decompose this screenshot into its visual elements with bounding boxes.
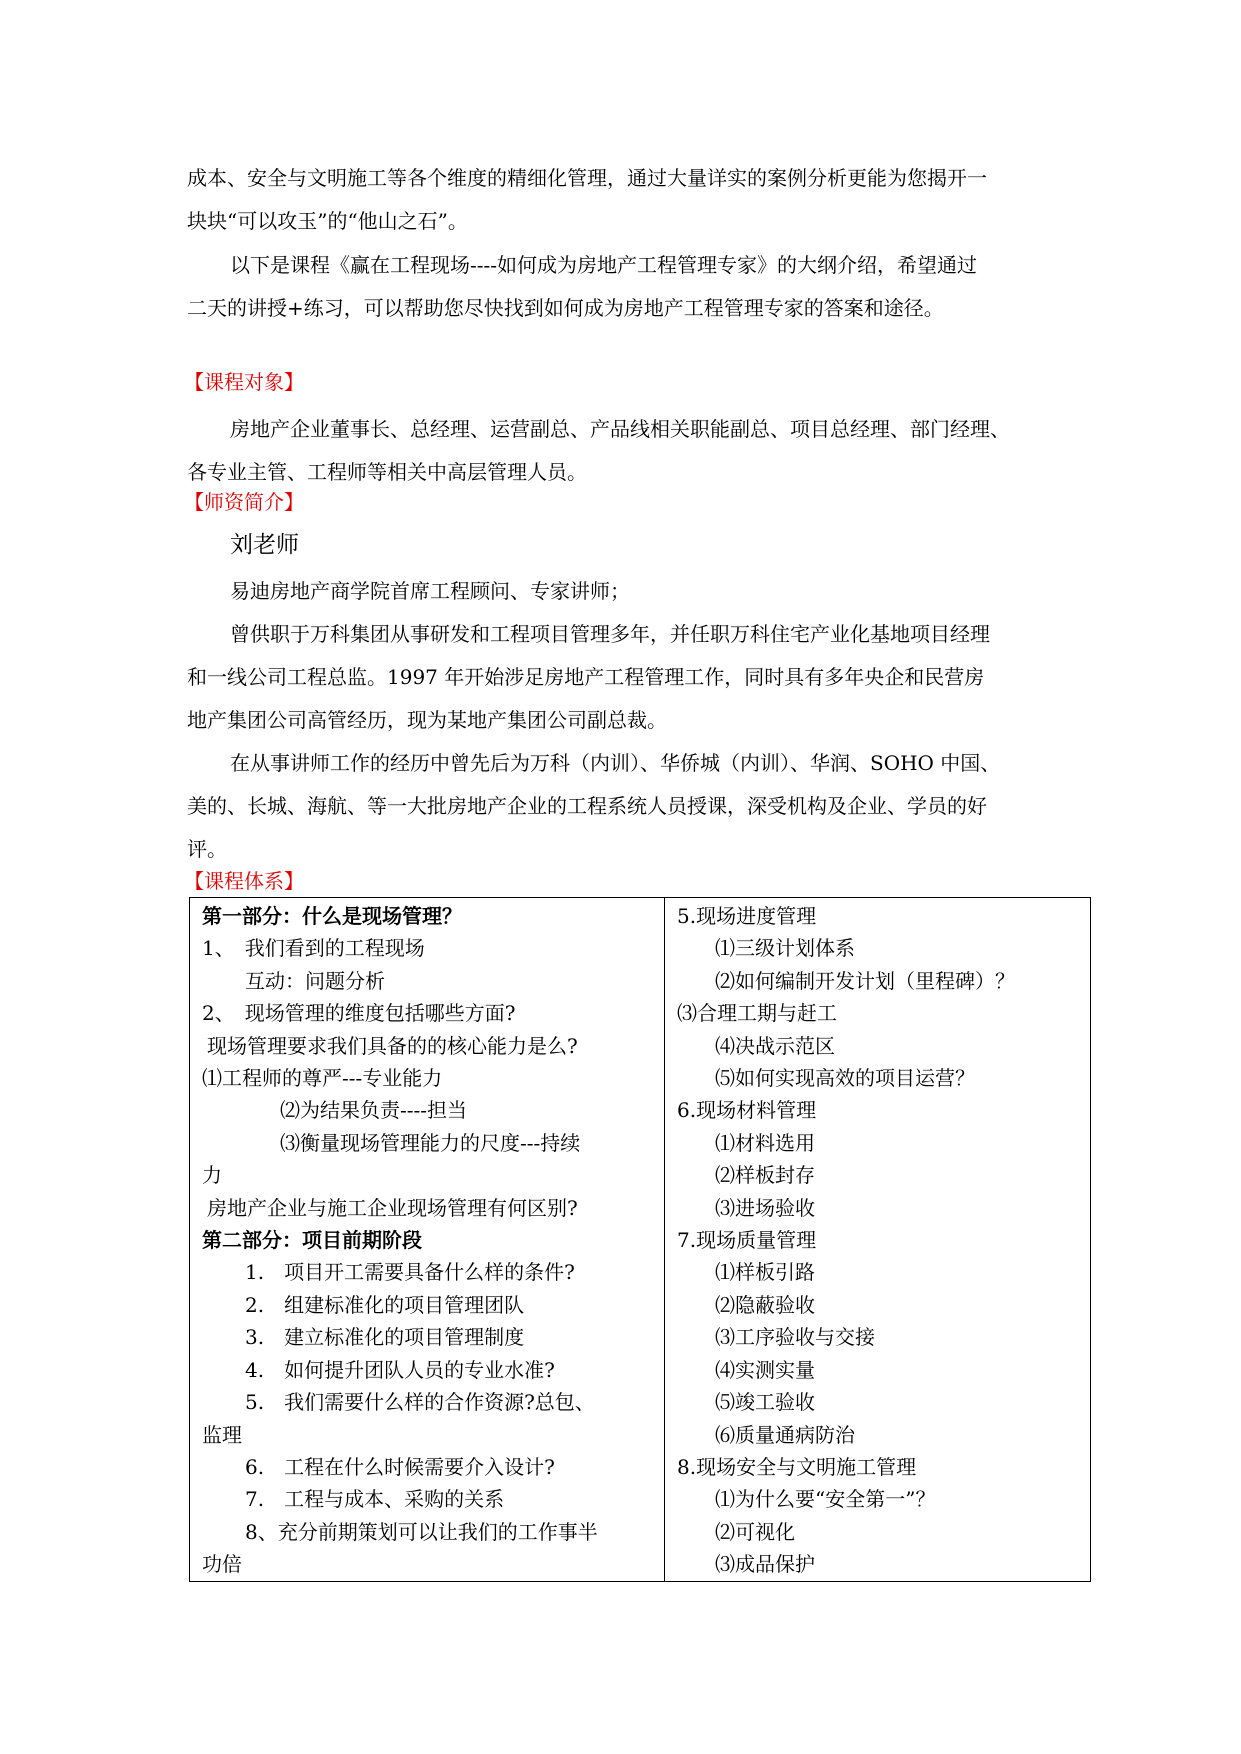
syllabus-right-column <box>665 898 1091 1582</box>
syllabus-table <box>189 897 1091 1582</box>
syllabus-item: 6. 工程在什么时候需要介入设计? <box>245 1454 555 1479</box>
syllabus-item: 2. 组建标准化的项目管理团队 <box>245 1292 525 1317</box>
syllabus-item: ⑶衡量现场管理能力的尺度---持续 <box>280 1130 581 1155</box>
syllabus-item: ⑵如何编制开发计划（里程碑）？ <box>715 968 1015 993</box>
section-quality-title: 7.现场质量管理 <box>677 1228 817 1253</box>
teacher-line2: 曾供职于万科集团从事研发和工程项目管理多年，并任职万科住宅产业化基地项目经理 <box>230 622 990 646</box>
syllabus-item: ⑷决战示范区 <box>715 1033 835 1058</box>
intro-paragraph-2 <box>187 244 1057 330</box>
syllabus-item: 功倍 <box>202 1552 242 1577</box>
syllabus-item: 8、充分前期策划可以让我们的工作事半 <box>245 1519 598 1544</box>
syllabus-item: ⑴为什么要“安全第一”？ <box>715 1487 936 1512</box>
audience-heading: 【课程对象】 <box>184 370 304 394</box>
syllabus-item: ⑹质量通病防治 <box>715 1422 855 1447</box>
syllabus-item: 1. 项目开工需要具备什么样的条件? <box>245 1260 575 1285</box>
syllabus-item: ⑸如何实现高效的项目运营？ <box>715 1066 975 1091</box>
syllabus-item: ⑵为结果负责----担当 <box>280 1098 468 1123</box>
syllabus-item: 力 <box>202 1163 222 1188</box>
syllabus-left-column <box>190 898 665 1582</box>
syllabus-item: 3. 建立标准化的项目管理制度 <box>245 1325 525 1350</box>
section-schedule-title: 5.现场进度管理 <box>677 904 817 928</box>
syllabus-item: 5. 我们需要什么样的合作资源?总包、 <box>245 1390 595 1415</box>
syllabus-item: ⑶进场验收 <box>715 1195 815 1220</box>
syllabus-item: ⑶合理工期与赶工 <box>677 1001 837 1026</box>
intro-para1-line2: 块块“可以攻玉”的“他山之石”。 <box>187 209 468 233</box>
part-one-title: 第一部分：什么是现场管理？ <box>202 904 462 928</box>
syllabus-item: 互动：问题分析 <box>245 968 385 993</box>
section-material-title: 6.现场材料管理 <box>677 1098 817 1123</box>
syllabus-item: 7. 工程与成本、采购的关系 <box>245 1487 505 1512</box>
teacher-line1: 易迪房地产商学院首席工程顾问、专家讲师； <box>230 579 630 603</box>
intro-para1-line1: 成本、安全与文明施工等各个维度的精细化管理，通过大量详实的案例分析更能为您揭开一 <box>187 166 987 190</box>
syllabus-item: ⑵隐蔽验收 <box>715 1292 815 1317</box>
syllabus-item: ⑷实测实量 <box>715 1357 815 1382</box>
teacher-line7: 评。 <box>187 837 227 861</box>
syllabus-item: ⑵可视化 <box>715 1519 795 1544</box>
syllabus-item: 2、 现场管理的维度包括哪些方面? <box>202 1001 516 1026</box>
syllabus-item: 1、 我们看到的工程现场 <box>202 936 425 961</box>
intro-para2-line1: 以下是课程《赢在工程现场----如何成为房地产工程管理专家》的大纲介绍，希望通过 <box>230 253 978 277</box>
syllabus-item: 房地产企业与施工企业现场管理有何区别? <box>207 1195 578 1220</box>
teacher-name: 刘老师 <box>230 532 299 558</box>
intro-para2-line2: 二天的讲授+练习，可以帮助您尽快找到如何成为房地产工程管理专家的答案和途径。 <box>187 296 944 320</box>
teacher-heading: 【师资简介】 <box>184 490 304 514</box>
syllabus-item: ⑴样板引路 <box>715 1260 815 1285</box>
section-safety-title: 8.现场安全与文明施工管理 <box>677 1454 917 1479</box>
syllabus-item: 4. 如何提升团队人员的专业水准? <box>245 1357 555 1382</box>
audience-line1: 房地产企业董事长、总经理、运营副总、产品线相关职能副总、项目总经理、部门经理、 <box>230 417 1010 441</box>
syllabus-heading: 【课程体系】 <box>184 869 304 893</box>
syllabus-item: ⑴材料选用 <box>715 1130 815 1155</box>
part-two-title: 第二部分：项目前期阶段 <box>202 1228 422 1253</box>
syllabus-item: ⑵样板封存 <box>715 1163 815 1188</box>
intro-paragraph-1 <box>187 157 1057 243</box>
syllabus-item: ⑸竣工验收 <box>715 1390 815 1415</box>
audience-paragraph <box>187 408 1057 494</box>
teacher-bio <box>187 570 1057 871</box>
audience-line2: 各专业主管、工程师等相关中高层管理人员。 <box>187 460 587 484</box>
syllabus-item: ⑴工程师的尊严---专业能力 <box>202 1066 443 1091</box>
syllabus-item: 监理 <box>202 1422 242 1447</box>
teacher-line5: 在从事讲师工作的经历中曾先后为万科（内训）、华侨城（内训）、华润、SOHO 中国、 <box>230 751 1001 775</box>
teacher-line6: 美的、长城、海航、等一大批房地产企业的工程系统人员授课，深受机构及企业、学员的好 <box>187 794 987 818</box>
syllabus-item: 现场管理要求我们具备的的核心能力是么? <box>207 1033 578 1058</box>
syllabus-item: ⑴三级计划体系 <box>715 936 855 961</box>
teacher-line3: 和一线公司工程总监。1997 年开始涉足房地产工程管理工作，同时具有多年央企和民营房 <box>187 665 985 689</box>
syllabus-item: ⑶成品保护 <box>715 1552 815 1577</box>
teacher-line4: 地产集团公司高管经历，现为某地产集团公司副总裁。 <box>187 708 667 732</box>
syllabus-item: ⑶工序验收与交接 <box>715 1325 875 1350</box>
